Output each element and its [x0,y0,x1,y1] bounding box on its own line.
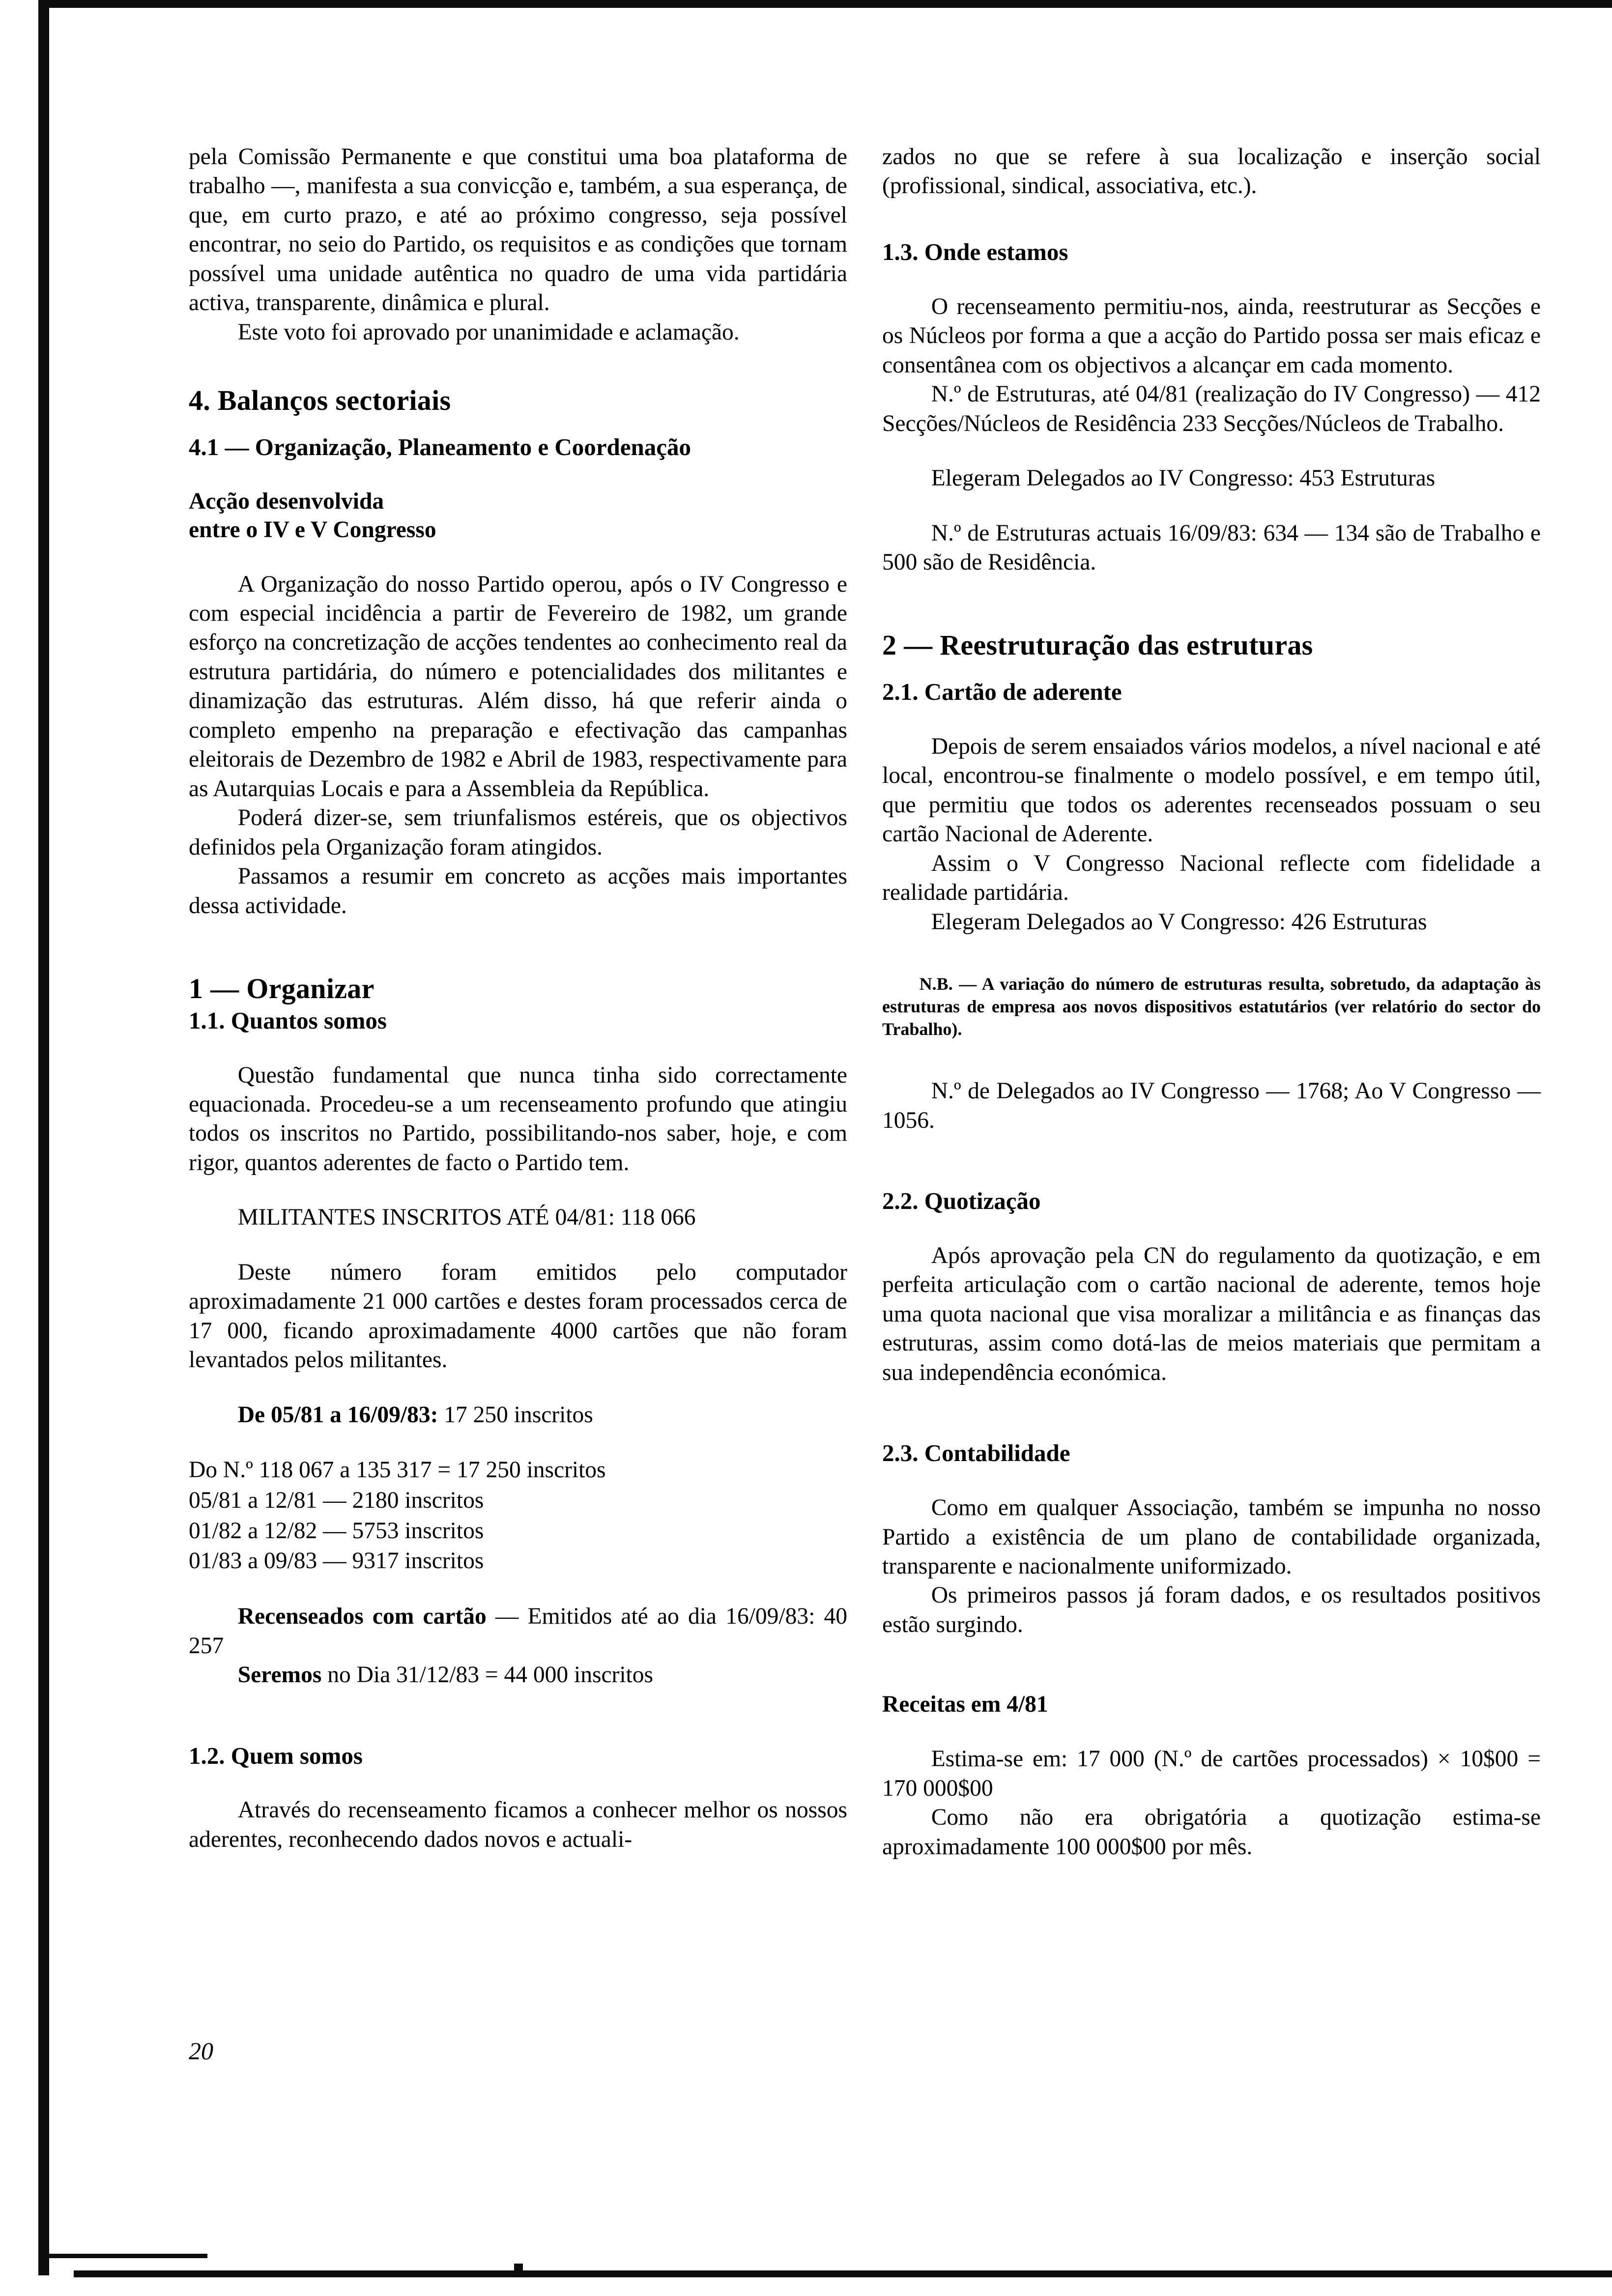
spacer [189,347,847,383]
heading-2-3-contabilidade: 2.3. Contabilidade [882,1439,1070,1467]
note-nb-variacao-estruturas: N.B. — A variação do número de estruturas resulta, sobretudo, da adaptação às estruturas de empresa aos novos dispositivos estatutários (ver relatório do sector do Trabalho). [882,974,1541,1039]
spacer [882,707,1541,732]
scan-edge-bottom [74,2270,1612,2277]
spacer [882,662,1541,677]
spacer [882,493,1541,519]
column-left [189,143,847,1854]
spacer [882,1216,1541,1241]
spacer [882,937,1541,973]
scan-speck [514,2264,523,2270]
paragraph-continued-from-previous-page: pela Comissão Permanente e que constitui uma boa plataforma de trabalho —, manifesta a sua convicção e, também, a sua esperança, de que, em curto prazo, e até ao próximo congresso, seja possível encontrar, no seio do Partido, os requisitos e as condições que tornam possível uma unidade autêntica no quadro de uma vida partidária activa, transparente, dinâmica e plural. [189,144,847,316]
datum-elegeram-delegados-iv: Elegeram Delegados ao IV Congresso: 453 Estruturas [931,465,1436,491]
spacer [882,1468,1541,1493]
paragraph-apos-aprovacao-cn: Após aprovação pela CN do regulamento da quotização, e em perfeita articulação com o cartão nacional de aderente, temos hoje uma quota nacional que visa moralizar a militância e as finanças das estruturas, assim como dotá-las de meios materiais que permitam a sua independência económica. [882,1242,1541,1385]
subheading-accao-desenvolvida: Acção desenvolvida [189,488,384,514]
paragraph-atraves-recenseamento: Através do recenseamento ficamos a conhecer melhor os nossos aderentes, reconhecendo dados novos e actuali- [189,1797,847,1852]
spacer [882,1387,1541,1438]
spacer [189,1770,847,1796]
subheading-entre-congressos: entre o IV e V Congresso [189,517,436,543]
spacer [189,1233,847,1258]
spacer [189,462,847,488]
scan-edge-left [38,0,49,2275]
heading-2-2-quotizacao: 2.2. Quotização [882,1187,1041,1215]
spacer [189,1177,847,1203]
heading-4-1-organizacao: 4.1 — Organização, Planeamento e Coordenação [189,433,691,460]
datum-militantes-inscritos: MILITANTES INSCRITOS ATÉ 04/81: 118 066 [237,1205,696,1231]
page-number: 20 [189,2037,213,2065]
datum-value: 17 250 inscritos [438,1402,593,1428]
heading-1-organizar: 1 — Organizar [189,973,374,1005]
spacer [882,438,1541,464]
paragraph-recenseamento-reestruturar: O recenseamento permitiu-nos, ainda, reestruturar as Secções e os Núcleos por forma a que a acção do Partido possa ser mais eficaz e consentânea com os objectivos a alcançar em cada momento. [882,293,1541,378]
datum-value: no Dia 31/12/83 = 44 000 inscritos [321,1662,653,1688]
spacer [882,1719,1541,1745]
spacer [882,1135,1541,1186]
spacer [882,1040,1541,1077]
heading-1-3-onde-estamos: 1.3. Onde estamos [882,238,1068,265]
paragraph-voto-aprovado: Este voto foi aprovado por unanimidade e aclamação. [237,319,740,345]
spacer [882,577,1541,628]
paragraph-continued-zados: zados no que se refere à sua localização e inserção social (profissional, sindical, associativa, etc.). [882,144,1541,199]
heading-1-2-quem-somos: 1.2. Quem somos [189,1742,363,1769]
datum-estruturas-ate-04-81: N.º de Estruturas, até 04/81 (realização do IV Congresso) — 412 Secções/Núcleos de Residência 233 Secções/Núcleos de Trabalho. [882,381,1541,436]
scan-edge-top [38,0,1612,8]
heading-1-1-quantos-somos: 1.1. Quantos somos [189,1006,387,1034]
spacer [189,418,847,432]
spacer [882,201,1541,237]
datum-value: — Emitidos até ao dia 16/09/83: 40 257 [189,1604,847,1659]
datum-inscritos-1981: 05/81 a 12/81 — 2180 inscritos [189,1487,484,1513]
paragraph-questao-fundamental: Questão fundamental que nunca tinha sido correctamente equacionada. Procedeu-se a um recenseamento profundo que atingiu todos os inscritos no Partido, possibilitando-nos saber, hoje, e com rigor, quantos aderentes de facto o Partido tem. [189,1062,847,1176]
spacer [189,1375,847,1401]
spacer [882,1639,1541,1691]
datum-estima-se-receita: Estima-se em: 17 000 (N.º de cartões processados) × 10$00 = 170 000$00 [882,1746,1541,1801]
paragraph-assim-v-congresso: Assim o V Congresso Nacional reflecte com fidelidade a realidade partidária. [882,850,1541,906]
paragraph-passamos-resumir: Passamos a resumir em concreto as acções mais importantes dessa actividade. [189,863,847,918]
datum-label: Seremos [237,1662,322,1688]
column-right [882,143,1541,1862]
paragraph-como-nao-era-obrigatoria: Como não era obrigatória a quotização estima-se aproximadamente 100 000$00 por mês. [882,1805,1541,1860]
datum-de-05-81-a-16-09-83 [189,1401,847,1430]
spacer [189,1577,847,1602]
spacer [189,545,847,570]
datum-inscritos-1982: 01/82 a 12/82 — 5753 inscritos [189,1518,484,1544]
heading-2-reestruturacao-das-estruturas: 2 — Reestruturação das estruturas [882,629,1313,661]
heading-4-balancos-sectoriais: 4. Balanços sectoriais [189,384,451,417]
spacer [189,920,847,972]
datum-delegados-congressos: N.º de Delegados ao IV Congresso — 1768; Ao V Congresso — 1056. [882,1078,1541,1133]
spacer [189,1035,847,1061]
paragraph-depois-modelos: Depois de serem ensaiados vários modelos, a nível nacional e até local, encontrou-se finalmente o modelo possível, e em tempo útil, que permitiu que todos os aderentes recenseados possuam o seu cartão Nacional de Aderente. [882,733,1541,847]
datum-estruturas-actuais: N.º de Estruturas actuais 16/09/83: 634 — 134 são de Trabalho e 500 são de Residência. [882,520,1541,575]
paragraph-como-em-qualquer-associacao: Como em qualquer Associação, também se impunha no nosso Partido a existência de um plano de contabilidade organizada, transparente e nacionalmente uniformizado. [882,1495,1541,1579]
heading-receitas-em-4-81: Receitas em 4/81 [882,1692,1048,1718]
paragraph-primeiros-passos: Os primeiros passos já foram dados, e os resultados positivos estão surgindo. [882,1582,1541,1637]
heading-2-1-cartao-de-aderente: 2.1. Cartão de aderente [882,678,1122,706]
spacer [189,1430,847,1455]
paragraph-podera-dizer-se: Poderá dizer-se, sem triunfalismos estéreis, que os objectivos definidos pela Organização foram atingidos. [189,805,847,860]
spacer [882,267,1541,292]
datum-elegeram-delegados-v: Elegeram Delegados ao V Congresso: 426 Estruturas [931,909,1427,935]
paragraph-deste-numero: Deste número foram emitidos pelo computador aproximadamente 21 000 cartões e destes foram processados cerca de 17 000, ficando aproximadamente 4000 cartões que não foram levantados pelos militantes. [189,1259,847,1373]
spacer [189,1690,847,1741]
datum-recenseados-com-cartao [189,1602,847,1661]
datum-seremos-31-12-83 [189,1661,847,1690]
paragraph-organizacao-partido: A Organização do nosso Partido operou, após o IV Congresso e com especial incidência a partir de Fevereiro de 1982, um grande esforço na concretização de acções tendentes ao conhecimento real da estrutura partidária, do número e potencialidades dos militantes e dinamização das estruturas. Além disso, há que referir ainda o completo empenho na preparação e efectivação das campanhas eleitorais de Dezembro de 1982 e Abril de 1983, respectivamente para as Autarquias Locais e para a Assembleia da República. [189,571,847,802]
scan-edge-bottom-tick [45,2254,207,2258]
datum-label: De 05/81 a 16/09/83: [237,1402,438,1428]
datum-intervalo-numeros: Do N.º 118 067 a 135 317 = 17 250 inscritos [189,1457,606,1483]
datum-inscritos-1983: 01/83 a 09/83 — 9317 inscritos [189,1548,484,1574]
datum-label: Recenseados com cartão [237,1604,487,1630]
